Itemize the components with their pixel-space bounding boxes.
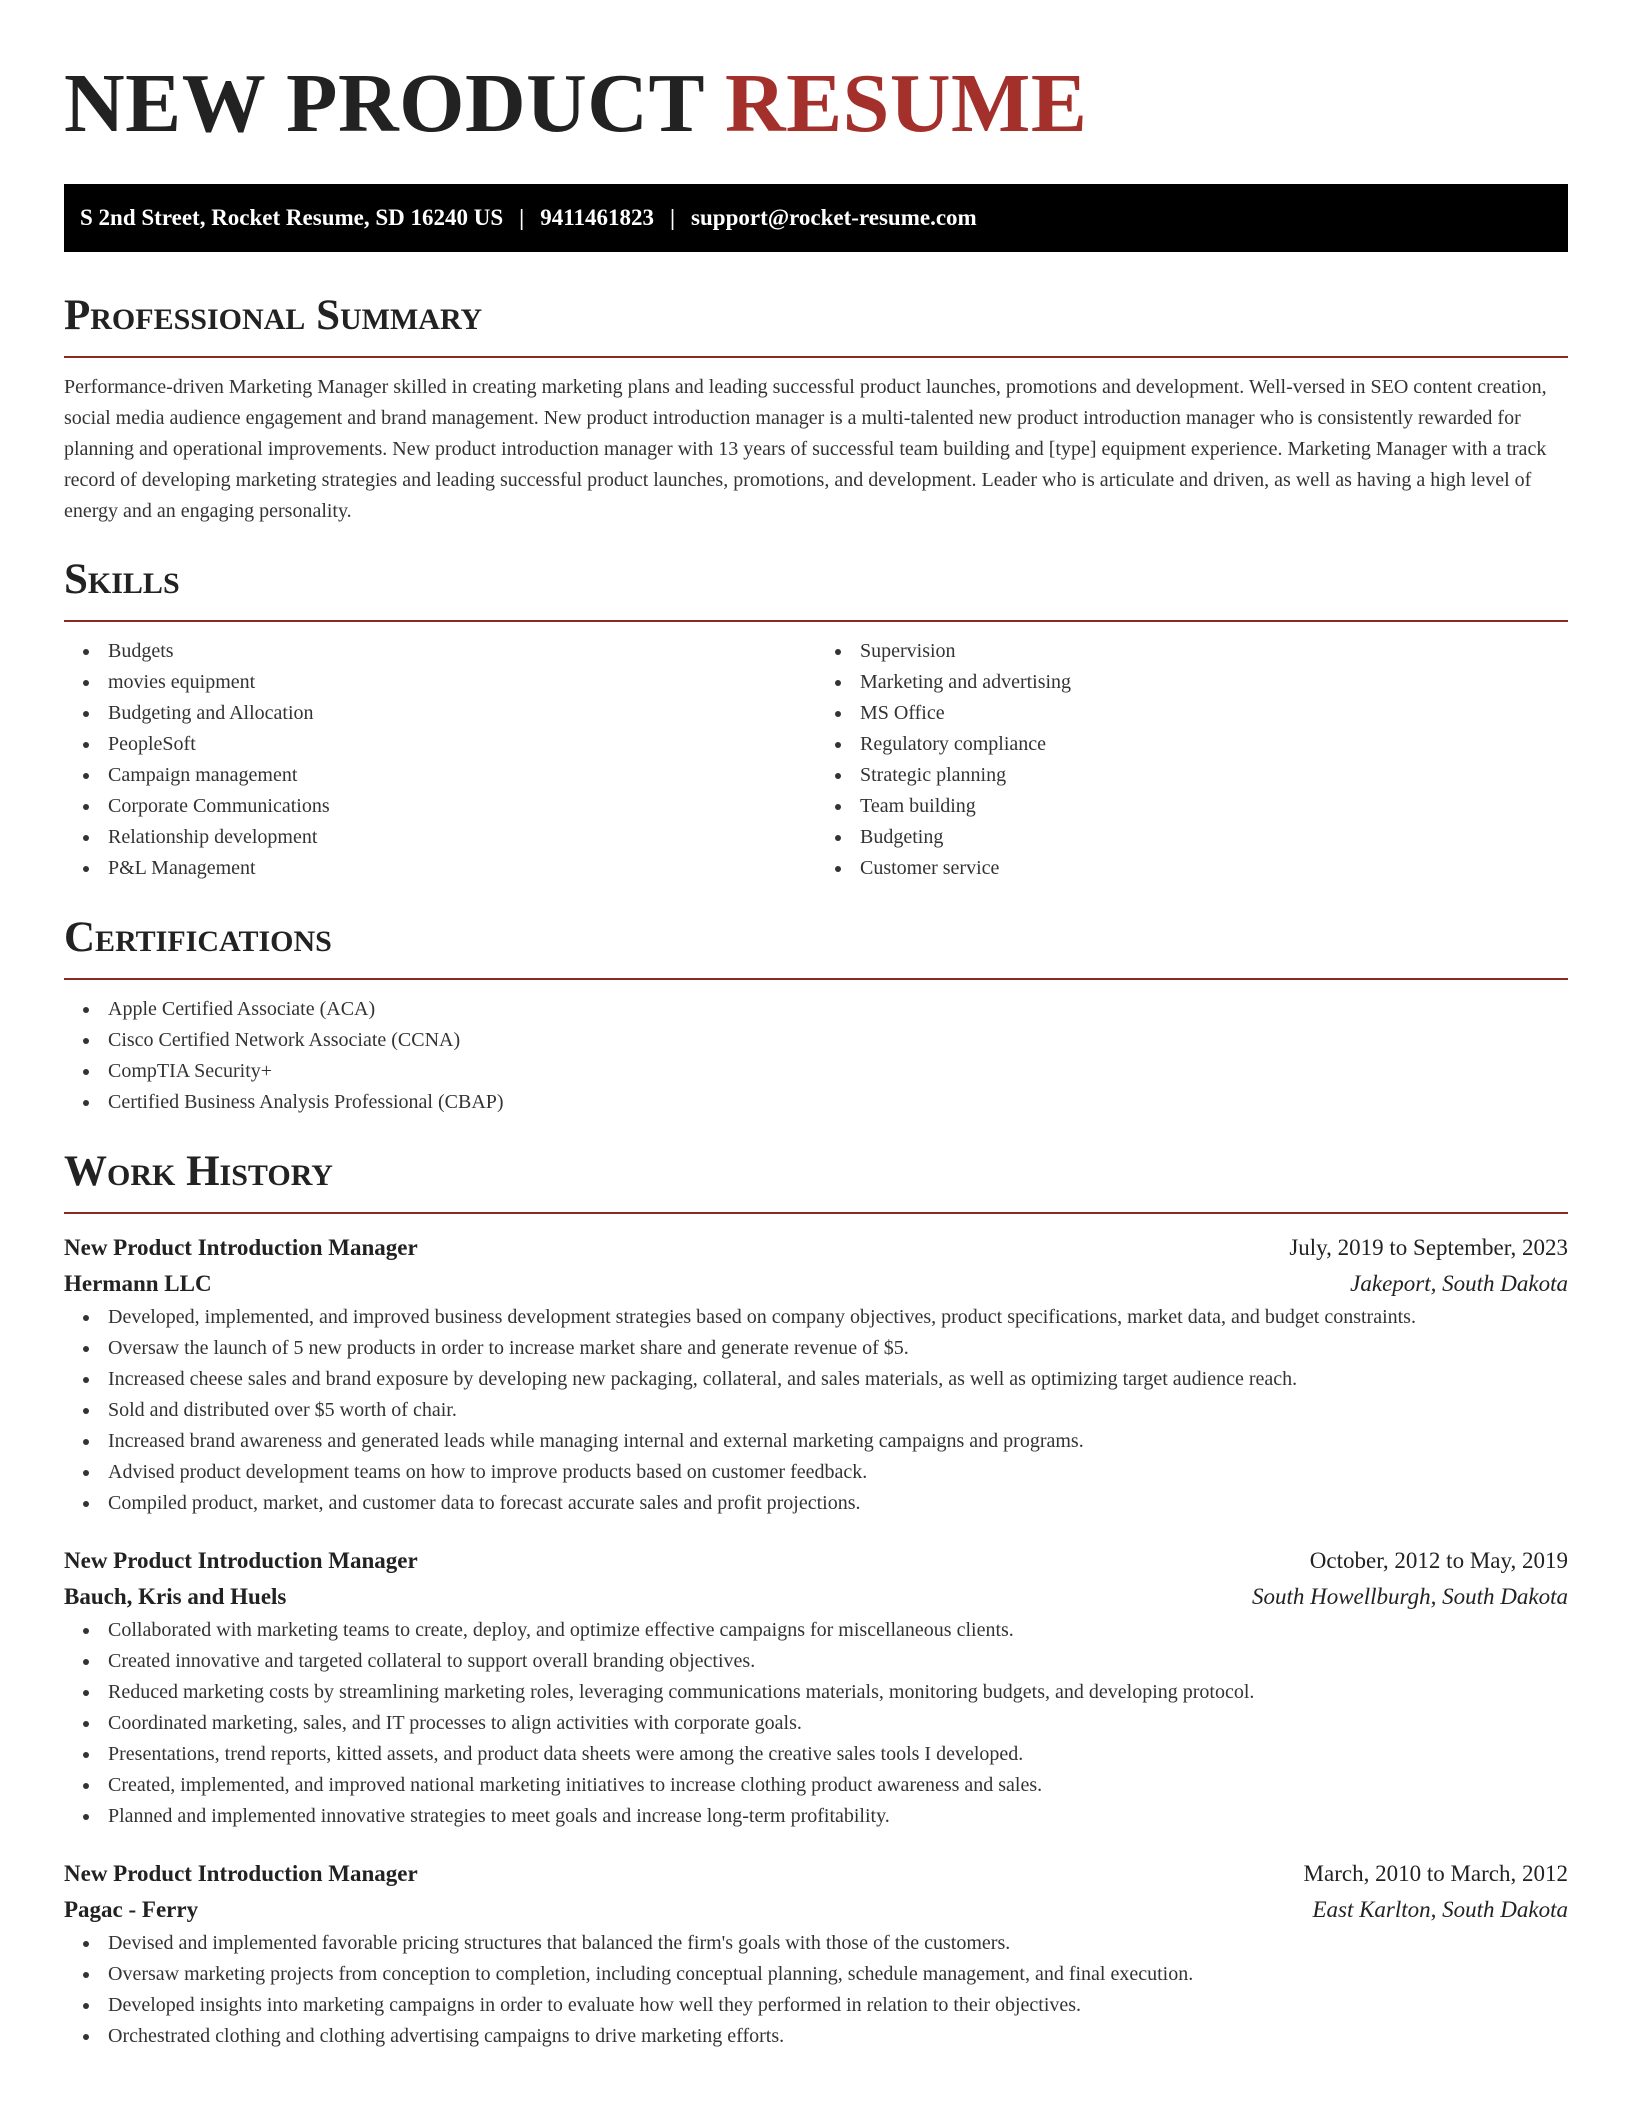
job-location: Jakeport, South Dakota [1350, 1271, 1568, 1296]
contact-phone[interactable]: 9411461823 [540, 205, 654, 230]
skill-item: P&L Management [64, 853, 816, 884]
skill-item: Supervision [816, 636, 1568, 667]
job-entry [64, 1543, 1568, 1832]
skill-item: movies equipment [64, 667, 816, 698]
skill-item: Marketing and advertising [816, 667, 1568, 698]
contact-bar [64, 184, 1568, 252]
certifications-section [64, 912, 1568, 1118]
job-company: Hermann LLC [64, 1271, 212, 1296]
job-subheader [64, 1579, 1568, 1615]
job-bullet: Sold and distributed over $5 worth of chair. [64, 1395, 1568, 1426]
skills-section [64, 554, 1568, 884]
skills-right-list [816, 636, 1568, 884]
title-main: NEW PRODUCT [64, 57, 704, 150]
summary-heading: Professional Summary [64, 292, 483, 339]
job-dates: October, 2012 to May, 2019 [1309, 1548, 1568, 1573]
certification-item: Certified Business Analysis Professional (CBAP) [64, 1087, 1568, 1118]
skill-item: MS Office [816, 698, 1568, 729]
job-bullet: Presentations, trend reports, kitted assets, and product data sheets were among the creative sales tools I developed. [64, 1739, 1568, 1770]
job-bullet: Orchestrated clothing and clothing advertising campaigns to drive marketing efforts. [64, 2021, 1568, 2052]
contact-address: S 2nd Street, Rocket Resume, SD 16240 US [80, 205, 504, 230]
job-dates: March, 2010 to March, 2012 [1303, 1861, 1568, 1886]
skill-item: Strategic planning [816, 760, 1568, 791]
title-accent: RESUME [724, 57, 1088, 150]
job-title: New Product Introduction Manager [64, 1548, 418, 1573]
job-title: New Product Introduction Manager [64, 1235, 418, 1260]
contact-email[interactable]: support@rocket-resume.com [691, 205, 977, 230]
summary-section [64, 290, 1568, 527]
certification-item: CompTIA Security+ [64, 1056, 1568, 1087]
work-history-heading: Work History [64, 1148, 333, 1195]
certification-item: Cisco Certified Network Associate (CCNA) [64, 1025, 1568, 1056]
job-bullet: Collaborated with marketing teams to create, deploy, and optimize effective campaigns for miscellaneous clients. [64, 1615, 1568, 1646]
job-title: New Product Introduction Manager [64, 1861, 418, 1886]
skills-grid [64, 636, 1568, 884]
contact-separator: | [519, 205, 525, 230]
resume-title [64, 0, 1568, 152]
job-bullet: Increased brand awareness and generated leads while managing internal and external marketing campaigns and programs. [64, 1426, 1568, 1457]
skill-item: Corporate Communications [64, 791, 816, 822]
job-bullet: Compiled product, market, and customer data to forecast accurate sales and profit projections. [64, 1488, 1568, 1519]
job-bullet: Coordinated marketing, sales, and IT processes to align activities with corporate goals. [64, 1708, 1568, 1739]
skills-heading: Skills [64, 556, 180, 603]
job-bullet: Created, implemented, and improved national marketing initiatives to increase clothing product awareness and sales. [64, 1770, 1568, 1801]
job-header [64, 1856, 1568, 1892]
job-dates: July, 2019 to September, 2023 [1289, 1235, 1568, 1260]
certifications-heading: Certifications [64, 914, 332, 961]
job-bullets [64, 1928, 1568, 2052]
job-bullet: Reduced marketing costs by streamlining marketing roles, leveraging communications materials, monitoring budgets, and developing protocol. [64, 1677, 1568, 1708]
job-bullets [64, 1615, 1568, 1832]
section-divider [64, 978, 1568, 980]
job-bullet: Created innovative and targeted collateral to support overall branding objectives. [64, 1646, 1568, 1677]
job-subheader [64, 1892, 1568, 1928]
certifications-list [64, 994, 1568, 1118]
job-bullet: Planned and implemented innovative strategies to meet goals and increase long-term profitability. [64, 1801, 1568, 1832]
job-bullet: Devised and implemented favorable pricing structures that balanced the firm's goals with those of the customers. [64, 1928, 1568, 1959]
job-bullet: Developed, implemented, and improved business development strategies based on company objectives, product specifications, market data, and budget constraints. [64, 1302, 1568, 1333]
summary-text: Performance-driven Marketing Manager skilled in creating marketing plans and leading successful product launches, promotions and development. Well-versed in SEO content creation, social media audience engagement and brand management. New product introduction manager is a multi-talented new product introduction manager who is consistently rewarded for planning and operational improvements. New product introduction manager with 13 years of successful team building and [type] equipment experience. Marketing Manager with a track record of developing marketing strategies and leading successful product launches, promotions, and development. Leader who is articulate and driven, as well as having a high level of energy and an engaging personality. [64, 376, 1547, 522]
job-bullet: Advised product development teams on how to improve products based on customer feedback. [64, 1457, 1568, 1488]
skill-item: Campaign management [64, 760, 816, 791]
job-bullet: Developed insights into marketing campaigns in order to evaluate how well they performed in relation to their objectives. [64, 1990, 1568, 2021]
job-bullet: Oversaw the launch of 5 new products in order to increase market share and generate revenue of $5. [64, 1333, 1568, 1364]
skill-item: PeopleSoft [64, 729, 816, 760]
job-header [64, 1543, 1568, 1579]
skills-left-list [64, 636, 816, 884]
job-entry [64, 1856, 1568, 2052]
job-bullet: Oversaw marketing projects from conception to completion, including conceptual planning, schedule management, and final execution. [64, 1959, 1568, 1990]
job-header [64, 1230, 1568, 1266]
skill-item: Relationship development [64, 822, 816, 853]
contact-separator: | [669, 205, 676, 230]
section-divider [64, 620, 1568, 622]
job-location: East Karlton, South Dakota [1312, 1897, 1568, 1922]
section-divider [64, 356, 1568, 358]
skill-item: Budgeting [816, 822, 1568, 853]
work-history-section [64, 1146, 1568, 2052]
skill-item: Budgeting and Allocation [64, 698, 816, 729]
certification-item: Apple Certified Associate (ACA) [64, 994, 1568, 1025]
job-subheader [64, 1266, 1568, 1302]
section-divider [64, 1212, 1568, 1214]
skill-item: Regulatory compliance [816, 729, 1568, 760]
job-entry [64, 1230, 1568, 1519]
skill-item: Budgets [64, 636, 816, 667]
job-bullet: Increased cheese sales and brand exposure by developing new packaging, collateral, and sales materials, as well as optimizing target audience reach. [64, 1364, 1568, 1395]
skill-item: Team building [816, 791, 1568, 822]
job-location: South Howellburgh, South Dakota [1251, 1584, 1568, 1609]
job-bullets [64, 1302, 1568, 1519]
job-company: Pagac - Ferry [64, 1897, 199, 1922]
job-company: Bauch, Kris and Huels [64, 1584, 287, 1609]
skill-item: Customer service [816, 853, 1568, 884]
